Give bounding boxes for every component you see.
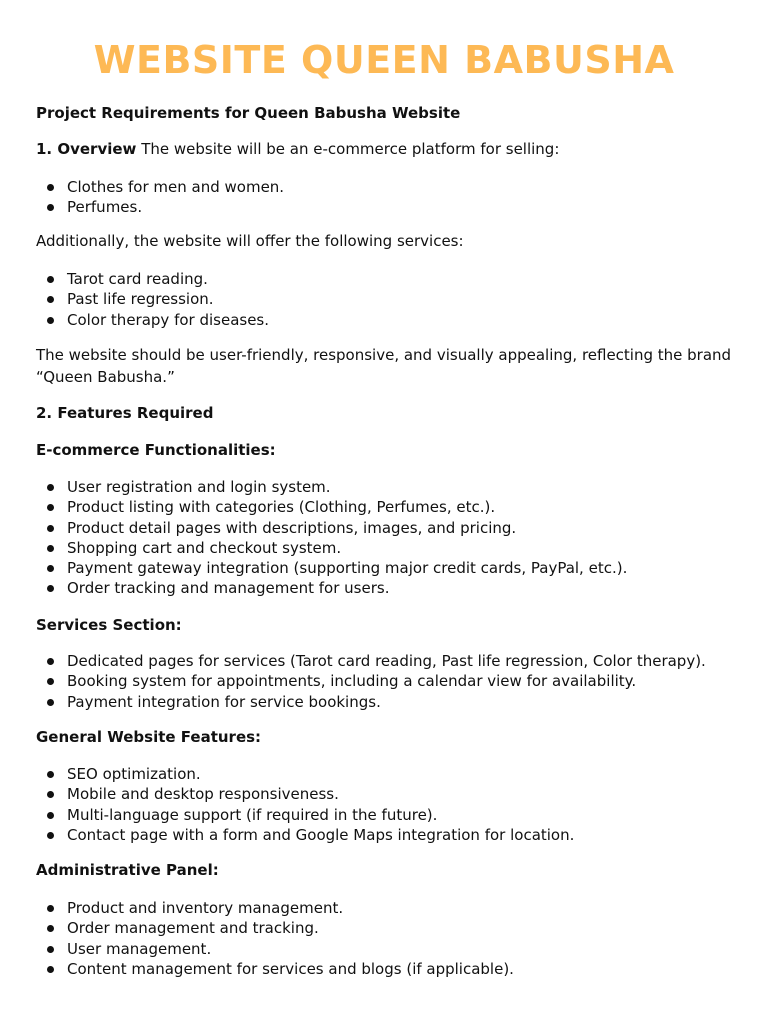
list-item: Dedicated pages for services (Tarot card reading, Past life regression, Color therapy).: [36, 651, 736, 671]
list-item: Tarot card reading.: [36, 269, 736, 289]
list-item: Mobile and desktop responsiveness.: [36, 784, 736, 804]
overview-label: 1. Overview: [36, 140, 137, 158]
list-item: Clothes for men and women.: [36, 177, 736, 197]
ecommerce-list: [36, 477, 736, 599]
admin-panel-list: [36, 898, 736, 979]
ecommerce-heading: E-commerce Functionalities:: [36, 441, 276, 459]
services-intro: Additionally, the website will offer the following services:: [36, 232, 464, 250]
list-item: User registration and login system.: [36, 477, 736, 497]
list-item: Color therapy for diseases.: [36, 310, 736, 330]
list-item: Content management for services and blogs (if applicable).: [36, 959, 736, 979]
features-heading: 2. Features Required: [36, 404, 214, 422]
admin-panel-heading: Administrative Panel:: [36, 861, 219, 879]
overview-line: [36, 139, 736, 159]
general-features-list: [36, 764, 736, 845]
list-item: Product listing with categories (Clothing, Perfumes, etc.).: [36, 497, 736, 517]
list-item: Order management and tracking.: [36, 918, 736, 938]
list-item: Shopping cart and checkout system.: [36, 538, 736, 558]
closing-paragraph: The website should be user-friendly, responsive, and visually appealing, reflecting the brand “Queen Babusha.”: [36, 346, 732, 386]
list-item: Product and inventory management.: [36, 898, 736, 918]
list-item: Product detail pages with descriptions, images, and pricing.: [36, 518, 736, 538]
services-section-list: [36, 651, 736, 712]
services-list: [36, 269, 736, 330]
general-features-heading: General Website Features:: [36, 728, 262, 746]
overview-text: The website will be an e-commerce platform for selling:: [136, 140, 560, 158]
list-item: Multi-language support (if required in the future).: [36, 805, 736, 825]
list-item: Past life regression.: [36, 289, 736, 309]
services-section-heading: Services Section:: [36, 616, 182, 634]
list-item: Contact page with a form and Google Maps integration for location.: [36, 825, 736, 845]
list-item: Payment gateway integration (supporting major credit cards, PayPal, etc.).: [36, 558, 736, 578]
project-requirements-heading: Project Requirements for Queen Babusha Website: [36, 104, 461, 122]
list-item: SEO optimization.: [36, 764, 736, 784]
list-item: User management.: [36, 939, 736, 959]
list-item: Booking system for appointments, including a calendar view for availability.: [36, 671, 736, 691]
document-title: WEBSITE QUEEN BABUSHA: [93, 38, 675, 82]
list-item: Perfumes.: [36, 197, 736, 217]
overview-list: [36, 177, 736, 218]
list-item: Payment integration for service bookings.: [36, 692, 736, 712]
list-item: Order tracking and management for users.: [36, 578, 736, 598]
